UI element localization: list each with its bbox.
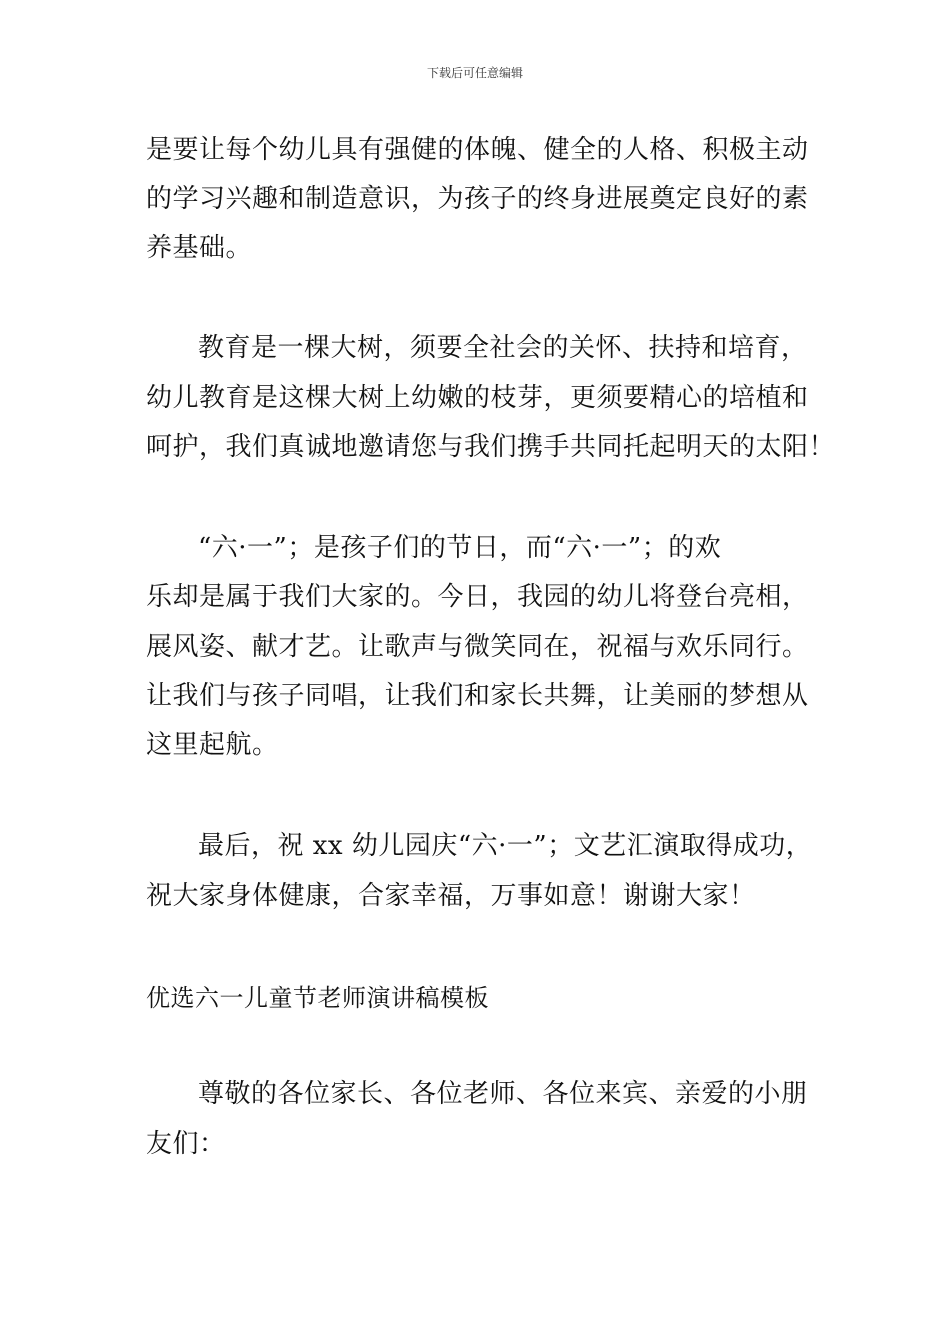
text-line: 这里起航。: [146, 730, 279, 760]
text-line: “六·一”；是孩子们的节日，而“六·一”；的欢: [198, 533, 722, 563]
page-header: 下载后可任意编辑: [426, 66, 523, 80]
text-line: 展风姿、献才艺。让歌声与微笑同在，祝福与欢乐同行。: [146, 632, 809, 662]
section-heading: 优选六一儿童节老师演讲稿模板: [146, 984, 489, 1012]
text-line: 养基础。: [146, 233, 253, 263]
text-line: 让我们与孩子同唱，让我们和家长共舞，让美丽的梦想从: [146, 681, 809, 711]
text-line: 教育是一棵大树，须要全社会的关怀、扶持和培育，: [198, 333, 808, 363]
text-line: 尊敬的各位家长、各位老师、各位来宾、亲爱的小朋: [198, 1079, 808, 1109]
text-line: 祝大家身体健康，合家幸福，万事如意！谢谢大家！: [146, 881, 756, 911]
text-line: 乐却是属于我们大家的。今日，我园的幼儿将登台亮相，: [146, 582, 809, 612]
text-line: 友们：: [146, 1129, 226, 1159]
text-line: 幼儿教育是这棵大树上幼嫩的枝芽，更须要精心的培植和: [146, 383, 809, 413]
text-line: 呵护，我们真诚地邀请您与我们携手共同托起明天的太阳！: [146, 432, 836, 462]
text-line: 是要让每个幼儿具有强健的体魄、健全的人格、积极主动: [146, 135, 809, 165]
text-line: 的学习兴趣和制造意识，为孩子的终身进展奠定良好的素: [146, 184, 809, 214]
text-line: 最后，祝 xx 幼儿园庆“六·一”；文艺汇演取得成功，: [198, 831, 813, 861]
